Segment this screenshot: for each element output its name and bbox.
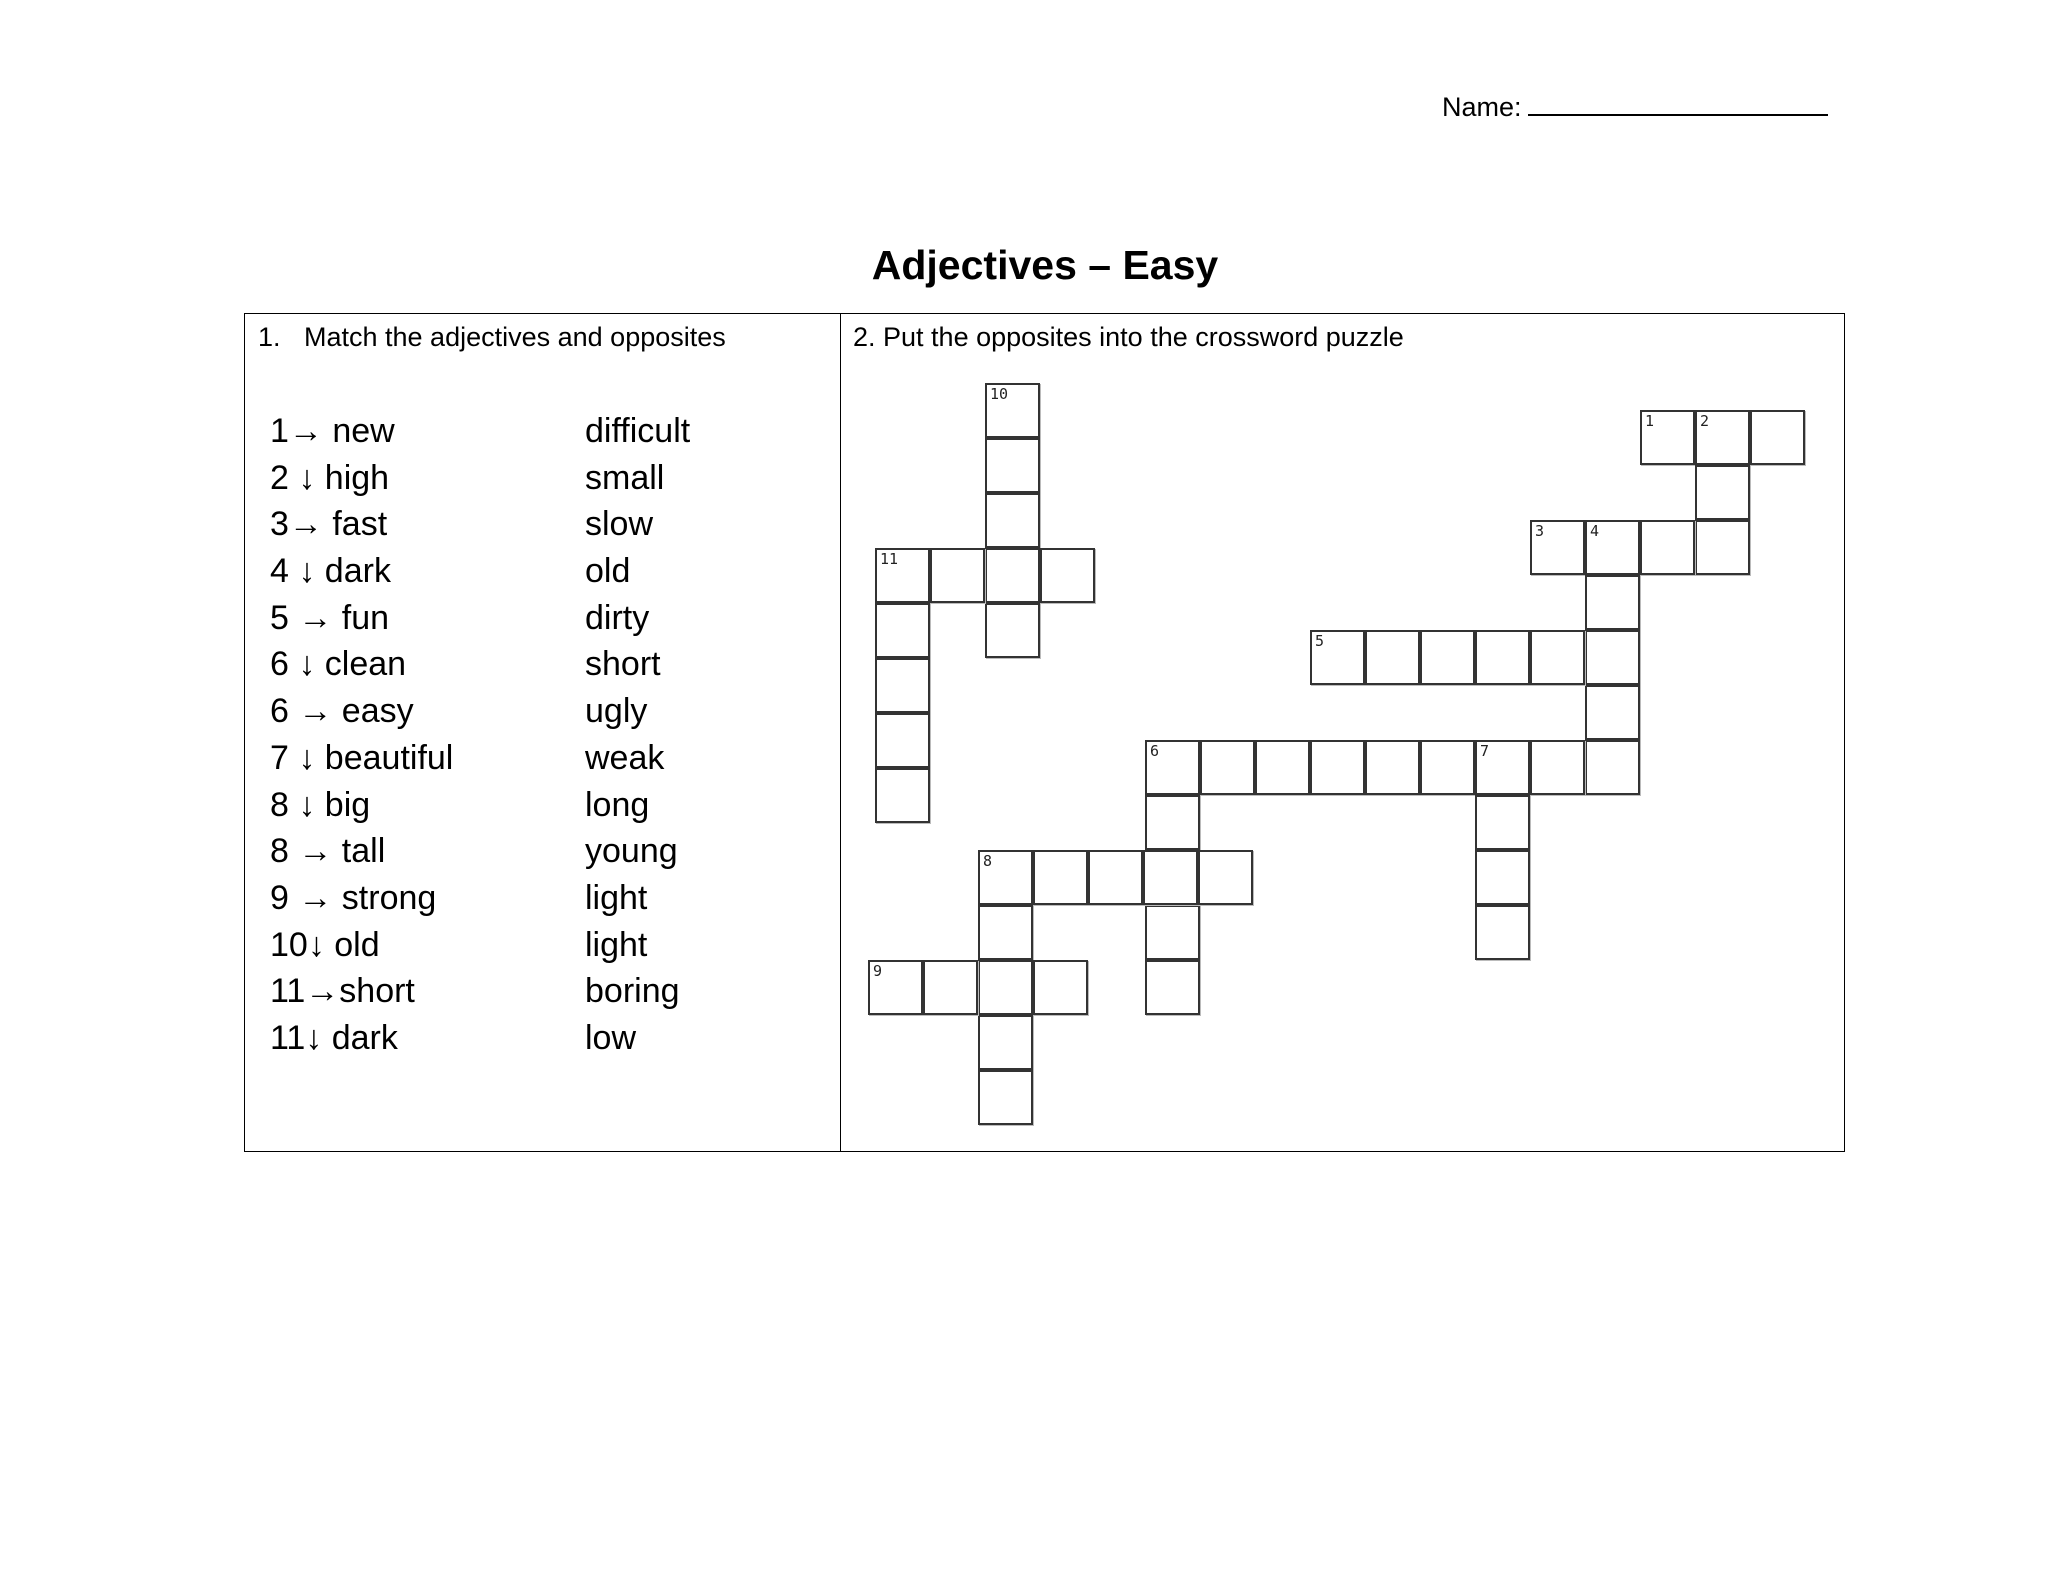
crossword-cell[interactable] (1695, 465, 1750, 520)
crossword-clue-number: 9 (873, 962, 883, 980)
crossword-cell[interactable] (1530, 630, 1585, 685)
section1-number: 1. (258, 322, 281, 352)
crossword-clue-number: 7 (1480, 742, 1490, 760)
crossword-cell[interactable] (1310, 740, 1365, 795)
crossword-clue-number: 3 (1535, 522, 1545, 540)
table-divider (840, 313, 841, 1152)
crossword-cell[interactable] (1145, 960, 1200, 1015)
section1-heading (258, 322, 726, 353)
worksheet-title: Adjectives – Easy (871, 242, 1219, 288)
crossword-cell[interactable] (1585, 575, 1640, 630)
crossword-cell[interactable] (978, 960, 1033, 1015)
crossword-cell[interactable] (978, 850, 1033, 905)
crossword-cell[interactable] (1200, 740, 1255, 795)
crossword-clue-number: 8 (983, 852, 993, 870)
crossword-clue-number: 6 (1150, 742, 1160, 760)
crossword-clue-number: 1 (1645, 412, 1655, 430)
crossword-clue-number: 11 (880, 550, 899, 568)
crossword-cell[interactable] (1475, 850, 1530, 905)
clue-item: 3→ fast (270, 505, 388, 544)
crossword-cell[interactable] (1143, 850, 1198, 905)
section2-heading: 2. Put the opposites into the crossword puzzle (853, 322, 1404, 352)
crossword-cell[interactable] (1585, 520, 1640, 575)
crossword-cell[interactable] (1530, 740, 1585, 795)
crossword-cell[interactable] (1145, 795, 1200, 850)
crossword-cell[interactable] (1475, 905, 1530, 960)
opposite-item: boring (585, 972, 680, 1011)
crossword-cell[interactable] (1475, 740, 1530, 795)
crossword-cell[interactable] (985, 438, 1040, 493)
opposite-item: old (585, 552, 631, 591)
crossword-cell[interactable] (1640, 410, 1695, 465)
clue-item: 9 → strong (270, 878, 437, 917)
crossword-cell[interactable] (1420, 740, 1475, 795)
opposite-item: weak (585, 738, 665, 777)
opposite-item: difficult (585, 412, 691, 450)
crossword-clue-number: 4 (1590, 522, 1600, 540)
clue-item: 1→ new (270, 412, 395, 450)
crossword-cell[interactable] (1255, 740, 1310, 795)
crossword-cell[interactable] (1420, 630, 1475, 685)
crossword-clue-number: 5 (1315, 632, 1325, 650)
crossword-cell[interactable] (1040, 548, 1095, 603)
crossword-cell[interactable] (978, 1070, 1033, 1125)
clue-item: 6 ↓ clean (270, 645, 407, 684)
opposite-list (585, 408, 690, 1062)
crossword-cell[interactable] (1145, 905, 1200, 960)
crossword-cell[interactable] (1365, 740, 1420, 795)
clue-item: 11→short (270, 972, 415, 1011)
crossword-cell[interactable] (1198, 850, 1253, 905)
opposite-item: young (585, 832, 678, 871)
crossword-cell[interactable] (1365, 630, 1420, 685)
clue-item: 5 → fun (270, 598, 390, 637)
crossword-cell[interactable] (875, 548, 930, 603)
crossword-cell[interactable] (985, 603, 1040, 658)
crossword-cell[interactable] (875, 658, 930, 713)
clue-item: 7 ↓ beautiful (270, 738, 454, 777)
opposite-item: slow (585, 505, 654, 544)
crossword-cell[interactable] (930, 548, 985, 603)
crossword-cell[interactable] (1585, 685, 1640, 740)
crossword-cell[interactable] (923, 960, 978, 1015)
crossword-cell[interactable] (985, 493, 1040, 548)
crossword-clue-number: 2 (1700, 412, 1710, 430)
crossword-clue-number: 10 (990, 385, 1009, 403)
crossword-cell[interactable] (1475, 630, 1530, 685)
clue-item: 8 → tall (270, 832, 386, 871)
crossword-cell[interactable] (875, 603, 930, 658)
opposite-item: light (585, 878, 648, 917)
crossword-cell[interactable] (875, 768, 930, 823)
section1-heading-text: Match the adjectives and opposites (304, 322, 726, 352)
clue-item: 11↓ dark (270, 1018, 398, 1057)
crossword-cell[interactable] (1585, 740, 1640, 795)
clue-item: 2 ↓ high (270, 458, 390, 497)
crossword-cell[interactable] (1310, 630, 1365, 685)
opposite-item: ugly (585, 692, 648, 731)
crossword-cell[interactable] (985, 383, 1040, 438)
opposite-item: dirty (585, 598, 650, 637)
crossword-cell[interactable] (1585, 630, 1640, 685)
clue-list (270, 408, 453, 1062)
crossword-cell[interactable] (1695, 410, 1750, 465)
crossword-cell[interactable] (978, 1015, 1033, 1070)
crossword-cell[interactable] (1695, 520, 1750, 575)
crossword-cell[interactable] (1530, 520, 1585, 575)
crossword-cell[interactable] (1033, 850, 1088, 905)
crossword-cell[interactable] (1640, 520, 1695, 575)
crossword-cell[interactable] (1088, 850, 1143, 905)
opposite-item: small (585, 458, 665, 497)
crossword-cell[interactable] (978, 905, 1033, 960)
name-label: Name: (1442, 92, 1522, 122)
clue-item: 6 → easy (270, 692, 414, 731)
crossword-cell[interactable] (985, 548, 1040, 603)
crossword-cell[interactable] (1145, 740, 1200, 795)
crossword-cell[interactable] (875, 713, 930, 768)
clue-item: 10↓ old (270, 925, 380, 964)
crossword-cell[interactable] (1475, 795, 1530, 850)
opposite-item: short (585, 645, 661, 684)
clue-item: 8 ↓ big (270, 785, 371, 824)
crossword-cell[interactable] (1750, 410, 1805, 465)
opposite-item: light (585, 925, 648, 964)
clue-item: 4 ↓ dark (270, 552, 391, 591)
crossword-cell[interactable] (868, 960, 923, 1015)
opposite-item: long (585, 785, 650, 824)
opposite-item: low (585, 1018, 637, 1057)
name-field[interactable] (1442, 90, 1828, 123)
crossword-cell[interactable] (1033, 960, 1088, 1015)
name-blank-line[interactable] (1528, 90, 1828, 116)
